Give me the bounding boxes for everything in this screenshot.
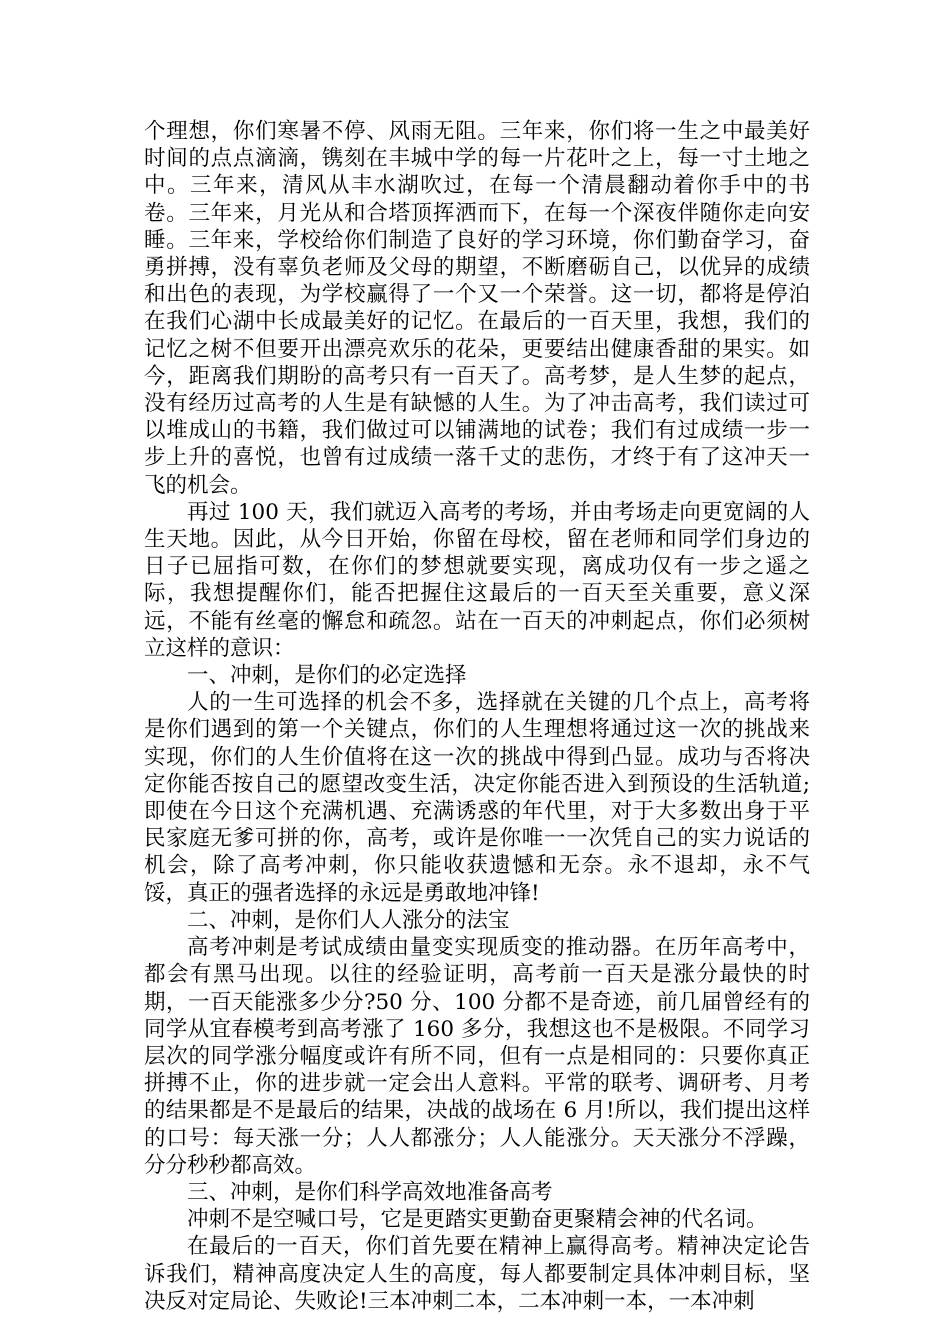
section-heading-3: 三、冲刺，是你们科学高效地准备高考: [187, 1179, 553, 1205]
paragraph-section-1: 人的一生可选择的机会不多，选择就在关键的几个点上，高考将是你们遇到的第一个关键点，你们的人生理想将通过这一次的挑战来实现，你们的人生价值将在这一次的挑战中得到凸显。成功与否将决定你能否按自己的愿望改变生活，决定你能否进入到预设的生活轨道;即使在今日这个充满机遇、充满诱惑的年代里，对于大多数出身于平民家庭无爹可拼的你，高考，或许是你唯一一次凭自己的实力说话的机会，除了高考冲刺，你只能收获遗憾和无奈。永不退却，永不气馁，真正的强者选择的永远是勇敢地冲锋!: [144, 690, 810, 906]
section-heading-2: 二、冲刺，是你们人人涨分的法宝: [187, 907, 510, 933]
paragraph-section-3b: 在最后的一百天，你们首先要在精神上赢得高考。精神决定论告诉我们，精神高度决定人生的高度，每人都要制定具体冲刺目标，坚决反对定局论、失败论!三本冲刺二本，二本冲刺一本，一本冲刺: [144, 1234, 810, 1314]
paragraph-continuation: 个理想，你们寒暑不停、风雨无阻。三年来，你们将一生之中最美好时间的点点滴滴，镌刻在丰城中学的每一片花叶之上，每一寸土地之中。三年来，清风从丰水湖吹过，在每一个清晨翻动着你手中的书卷。三年来，月光从和合塔顶挥洒而下，在每一个深夜伴随你走向安睡。三年来，学校给你们制造了良好的学习环境，你们勤奋学习，奋勇拼搏，没有辜负老师及父母的期望，不断磨砺自己，以优异的成绩和出色的表现，为学校赢得了一个又一个荣誉。这一切，都将是停泊在我们心湖中长成最美好的记忆。在最后的一百天里，我想，我们的记忆之树不但要开出漂亮欢乐的花朵，更要结出健康香甜的果实。如今，距离我们期盼的高考只有一百天了。高考梦，是人生梦的起点，没有经历过高考的人生是有缺憾的人生。为了冲击高考，我们读过可以堆成山的书籍，我们做过可以铺满地的试卷；我们有过成绩一步一步上升的喜悦，也曾有过成绩一落千丈的悲伤，才终于有了这冲天一飞的机会。: [144, 119, 810, 498]
paragraph-100-days: 再过 100 天，我们就迈入高考的考场，并由考场走向更宽阔的人生天地。因此，从今日开始，你留在母校，留在老师和同学们身边的日子已屈指可数，在你们的梦想就要实现，离成功仅有一步之遥之际，我想提醒你们，能否把握住这最后的一百天至关重要，意义深远，不能有丝毫的懈怠和疏忽。站在一百天的冲刺起点，你们必须树立这样的意识：: [144, 499, 810, 661]
section-heading-1: 一、冲刺，是你们的必定选择: [187, 663, 467, 689]
document-page: [144, 118, 810, 1315]
paragraph-section-3a: 冲刺不是空喊口号，它是更踏实更勤奋更聚精会神的代名词。: [187, 1207, 768, 1233]
paragraph-section-2: 高考冲刺是考试成绩由量变实现质变的推动器。在历年高考中，都会有黑马出现。以往的经验证明，高考前一百天是涨分最快的时期，一百天能涨多少分?50 分、100 分都不是奇迹，前几届曾经有的同学从宜春模考到高考涨了 160 多分，我想这也不是极限。不同学习层次的同学涨分幅度或许有所不同，但有一点是相同的：只要你真正拼搏不止，你的进步就一定会出人意料。平常的联考、调研考、月考的结果都是不是最后的结果，决战的战场在 6 月!所以，我们提出这样的口号：每天涨一分；人人都涨分；人人能涨分。天天涨分不浮躁，分分秒秒都高效。: [144, 935, 810, 1178]
